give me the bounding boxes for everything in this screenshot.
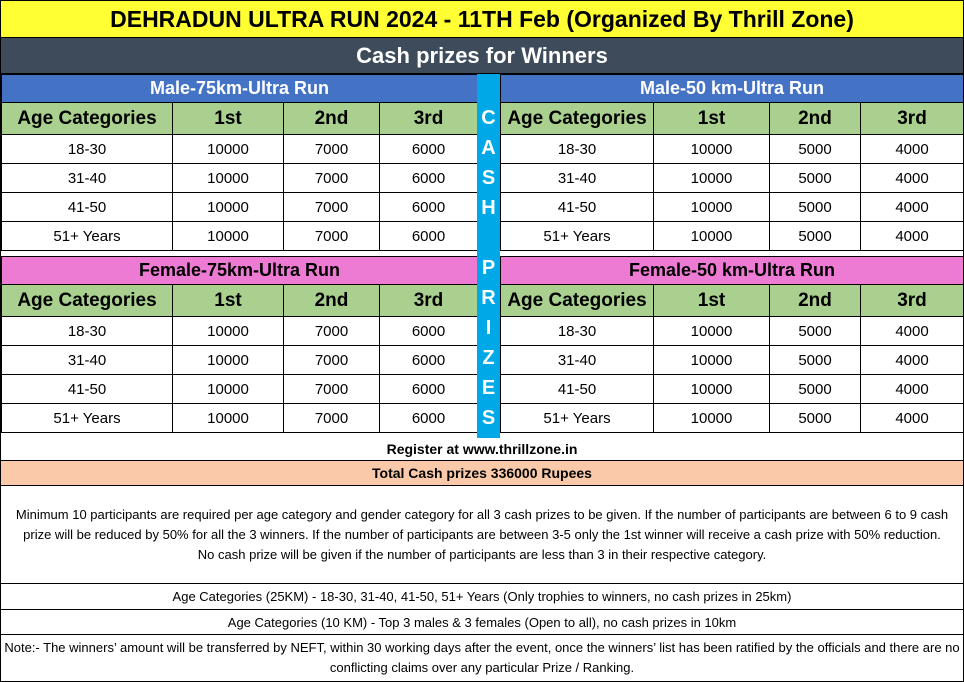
panel-male-50km [500,74,963,251]
table-row [2,317,478,346]
cell: 41-50 [501,193,654,222]
column-header: 2nd [770,103,861,135]
panel-heading: Male-50 km-Ultra Run [501,75,964,103]
column-header: Age Categories [2,103,173,135]
column-header: 1st [173,103,284,135]
cell: 5000 [770,135,861,164]
cell: 7000 [284,346,380,375]
cell: 10000 [173,317,284,346]
strip-cap [477,74,500,103]
table-row [2,375,478,404]
cell: 10000 [654,135,770,164]
cell: 10000 [654,404,770,433]
column-header: Age Categories [2,285,173,317]
strip-letter: H [481,197,496,219]
prize-rules [1,486,963,584]
event-title: DEHRADUN ULTRA RUN 2024 - 11TH Feb (Organized By Thrill Zone) [1,1,963,38]
section-subtitle: Cash prizes for Winners [1,38,963,74]
cell: 7000 [284,135,380,164]
cell: 51+ Years [501,222,654,251]
panel-heading: Male-75km-Ultra Run [2,75,478,103]
cell: 6000 [380,135,478,164]
table-row [501,346,964,375]
cell: 41-50 [2,193,173,222]
cell: 5000 [770,222,861,251]
cell: 18-30 [2,317,173,346]
cell: 4000 [861,135,964,164]
total-prizes: Total Cash prizes 336000 Rupees [1,461,963,486]
cell: 4000 [861,193,964,222]
table-row [2,164,478,193]
cell: 41-50 [2,375,173,404]
table-row [501,135,964,164]
cell: 10000 [654,317,770,346]
cell: 10000 [654,193,770,222]
column-header: 2nd [284,285,380,317]
rules-paragraph: Minimum 10 participants are required per age category and gender category for all 3 cash prizes to be given. If the number of participants are between 6 to 9 cash prize will be reduced by 50% for all the 3 winners. If the number of participants are between 3-5 only the 1st winner will receive a cash prize with 50% reduction. [15,506,949,542]
table-row [501,193,964,222]
column-header: 1st [654,103,770,135]
cell: 10000 [173,375,284,404]
strip-letter: Z [482,347,495,369]
cell: 51+ Years [2,222,173,251]
cell: 18-30 [2,135,173,164]
table-row [501,164,964,193]
panel-heading: Female-75km-Ultra Run [2,257,478,285]
cell: 51+ Years [2,404,173,433]
table-row [501,375,964,404]
table-row [2,222,478,251]
cell: 10000 [654,222,770,251]
table-row [501,317,964,346]
cell: 4000 [861,317,964,346]
column-header: 3rd [380,285,478,317]
column-header: 2nd [770,285,861,317]
cell: 5000 [770,164,861,193]
strip-letter: C [481,107,496,129]
column-header: 3rd [861,103,964,135]
payment-note: Note:- The winners’ amount will be transferred by NEFT, within 30 working days after the event, once the winners’ list has been ratified by the officials and there are no conflicting claims over any particular Prize / Ranking. [4,640,960,675]
cell: 10000 [173,222,284,251]
table-row [501,404,964,433]
cell: 6000 [380,193,478,222]
column-header: 3rd [861,285,964,317]
cell: 5000 [770,346,861,375]
cell: 31-40 [501,164,654,193]
column-header: Age Categories [501,103,654,135]
cell: 7000 [284,193,380,222]
register-line: Register at www.thrillzone.in [1,438,963,461]
age-categories-10km: Age Categories (10 KM) - Top 3 males & 3 females (Open to all), no cash prizes in 10km [1,610,963,635]
column-header: Age Categories [501,285,654,317]
cell: 10000 [654,164,770,193]
cell: 31-40 [2,346,173,375]
cell: 5000 [770,375,861,404]
column-header: 3rd [380,103,478,135]
cell: 7000 [284,375,380,404]
cell: 6000 [380,164,478,193]
column-header: 2nd [284,103,380,135]
panel-female-75km [1,256,477,433]
strip-letter: S [481,407,496,429]
panel-heading: Female-50 km-Ultra Run [501,257,964,285]
cell: 7000 [284,164,380,193]
cell: 41-50 [501,375,654,404]
table-row [501,222,964,251]
cell: 4000 [861,346,964,375]
table-row [2,404,478,433]
cell: 31-40 [2,164,173,193]
column-header: 1st [173,285,284,317]
cell: 10000 [654,346,770,375]
cell: 10000 [173,193,284,222]
cell: 4000 [861,222,964,251]
cell: 4000 [861,404,964,433]
cell: 10000 [654,375,770,404]
cell: 7000 [284,404,380,433]
cell: 4000 [861,375,964,404]
panel-female-50km [500,256,963,433]
cell: 18-30 [501,317,654,346]
cell: 5000 [770,317,861,346]
cell: 10000 [173,164,284,193]
cell: 6000 [380,404,478,433]
cell: 10000 [173,135,284,164]
table-row [2,346,478,375]
column-header: 1st [654,285,770,317]
cell: 5000 [770,193,861,222]
cell: 4000 [861,164,964,193]
cell: 31-40 [501,346,654,375]
strip-letter: A [481,137,496,159]
strip-letter: S [481,167,496,189]
age-categories-25km: Age Categories (25KM) - 18-30, 31-40, 41-50, 51+ Years (Only trophies to winners, no cash prizes in 25km) [1,584,963,610]
strip-letter: P [481,257,496,279]
cell: 6000 [380,317,478,346]
cash-prizes-strip [477,103,500,438]
strip-letter: I [485,317,492,339]
cell: 6000 [380,375,478,404]
cell: 6000 [380,346,478,375]
cell: 51+ Years [501,404,654,433]
strip-letter: E [481,377,496,399]
cell: 5000 [770,404,861,433]
cell: 10000 [173,346,284,375]
table-row [2,193,478,222]
panel-male-75km [1,74,477,251]
cell: 7000 [284,317,380,346]
cell: 10000 [173,404,284,433]
cell: 6000 [380,222,478,251]
cell: 7000 [284,222,380,251]
cell: 18-30 [501,135,654,164]
table-row [2,135,478,164]
strip-letter: R [481,287,496,309]
rules-paragraph: No cash prize will be given if the number of participants are less than 3 in their respective category. [197,546,767,562]
